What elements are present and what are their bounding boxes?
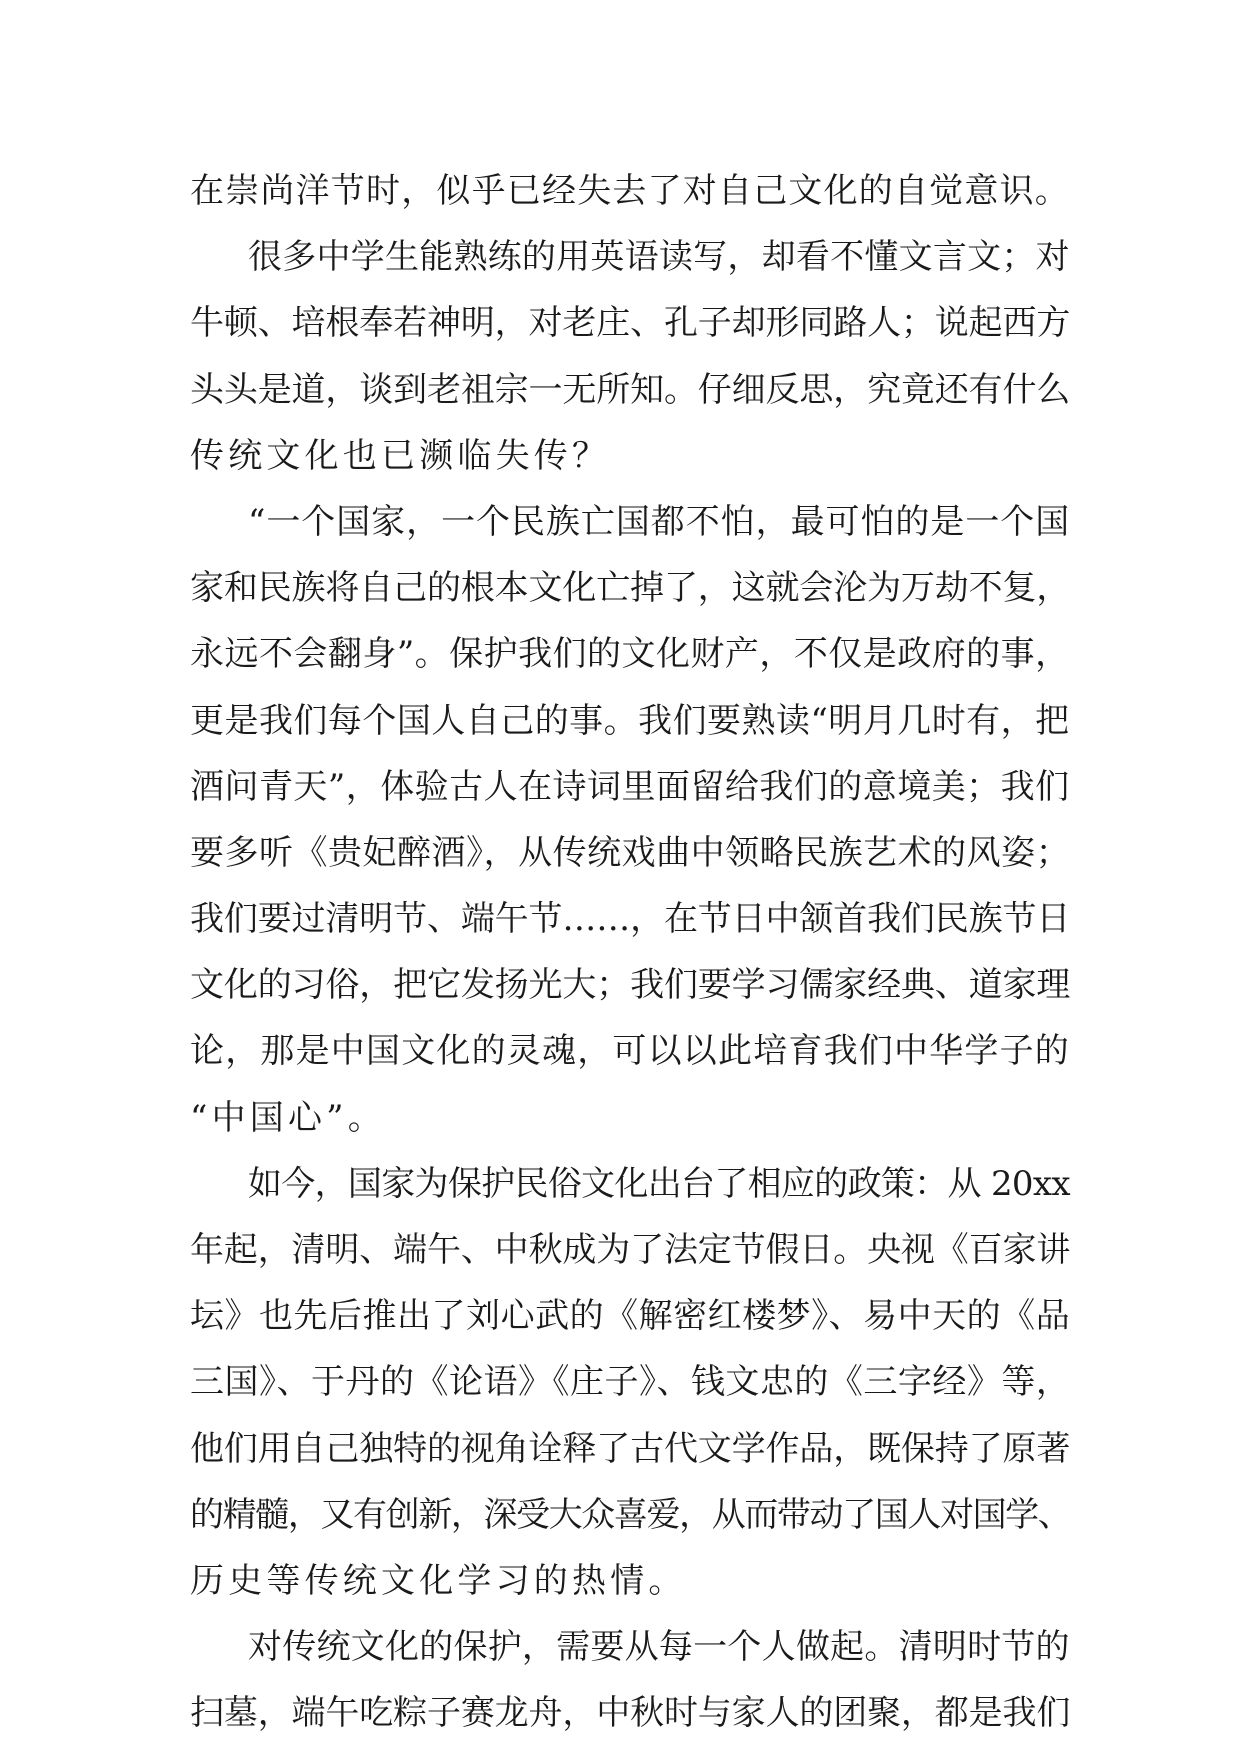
text-line: 扫墓，端午吃粽子赛龙舟，中秋时与家人的团聚，都是我们 xyxy=(190,1693,1071,1734)
text-line: 他们用自己独特的视角诠释了古代文学作品，既保持了原著 xyxy=(190,1428,1071,1469)
text-line: 要多听《贵妃醉酒》，从传统戏曲中领略民族艺术的风姿； xyxy=(190,832,1071,873)
text-line: 在崇尚洋节时，似乎已经失去了对自己文化的自觉意识。 xyxy=(190,171,1070,211)
text-line: 年起，清明、端午、中秋成为了法定节假日。央视《百家讲 xyxy=(190,1230,1071,1270)
text-line: 历史等传统文化学习的热情。 xyxy=(190,1560,687,1601)
text-line: 头头是道，谈到老祖宗一无所知。仔细反思，究竟还有什么 xyxy=(190,369,1071,410)
text-line: 很多中学生能熟练的用英语读写，却看不懂文言文；对 xyxy=(248,237,1070,278)
text-line: 三国》、于丹的《论语》《庄子》、钱文忠的《三字经》等， xyxy=(190,1362,1071,1403)
text-line: 坛》也先后推出了刘心武的《解密红楼梦》、易中天的《品 xyxy=(190,1296,1071,1337)
text-line: 更是我们每个国人自己的事。我们要熟读“明月几时有，把 xyxy=(190,700,1070,741)
text-line: “中国心”。 xyxy=(190,1097,386,1138)
text-line: “一个国家，一个民族亡国都不怕，最可怕的是一个国 xyxy=(248,501,1071,542)
body-text xyxy=(190,158,1070,1747)
text-line: 家和民族将自己的根本文化亡掉了，这就会沦为万劫不复， xyxy=(190,568,1071,609)
text-line: 的精髓，又有创新，深受大众喜爱，从而带动了国人对国学、 xyxy=(190,1494,1071,1535)
text-line: 永远不会翻身”。保护我们的文化财产，不仅是政府的事， xyxy=(190,634,1070,675)
text-line: 牛顿、培根奉若神明，对老庄、孔子却形同路人；说起西方 xyxy=(190,303,1071,344)
text-line: 论，那是中国文化的灵魂，可以以此培育我们中华学子的 xyxy=(190,1031,1070,1072)
text-line: 如今，国家为保护民俗文化出台了相应的政策：从 20xx xyxy=(248,1163,1070,1204)
text-line: 对传统文化的保护，需要从每一个人做起。清明时节的 xyxy=(248,1627,1070,1668)
text-line: 文化的习俗，把它发扬光大；我们要学习儒家经典、道家理 xyxy=(190,965,1071,1006)
text-line: 传统文化也已濒临失传？ xyxy=(190,435,611,476)
text-line: 酒问青天”，体验古人在诗词里面留给我们的意境美；我们 xyxy=(190,766,1070,807)
text-line: 我们要过清明节、端午节……，在节日中颔首我们民族节日 xyxy=(190,899,1071,940)
